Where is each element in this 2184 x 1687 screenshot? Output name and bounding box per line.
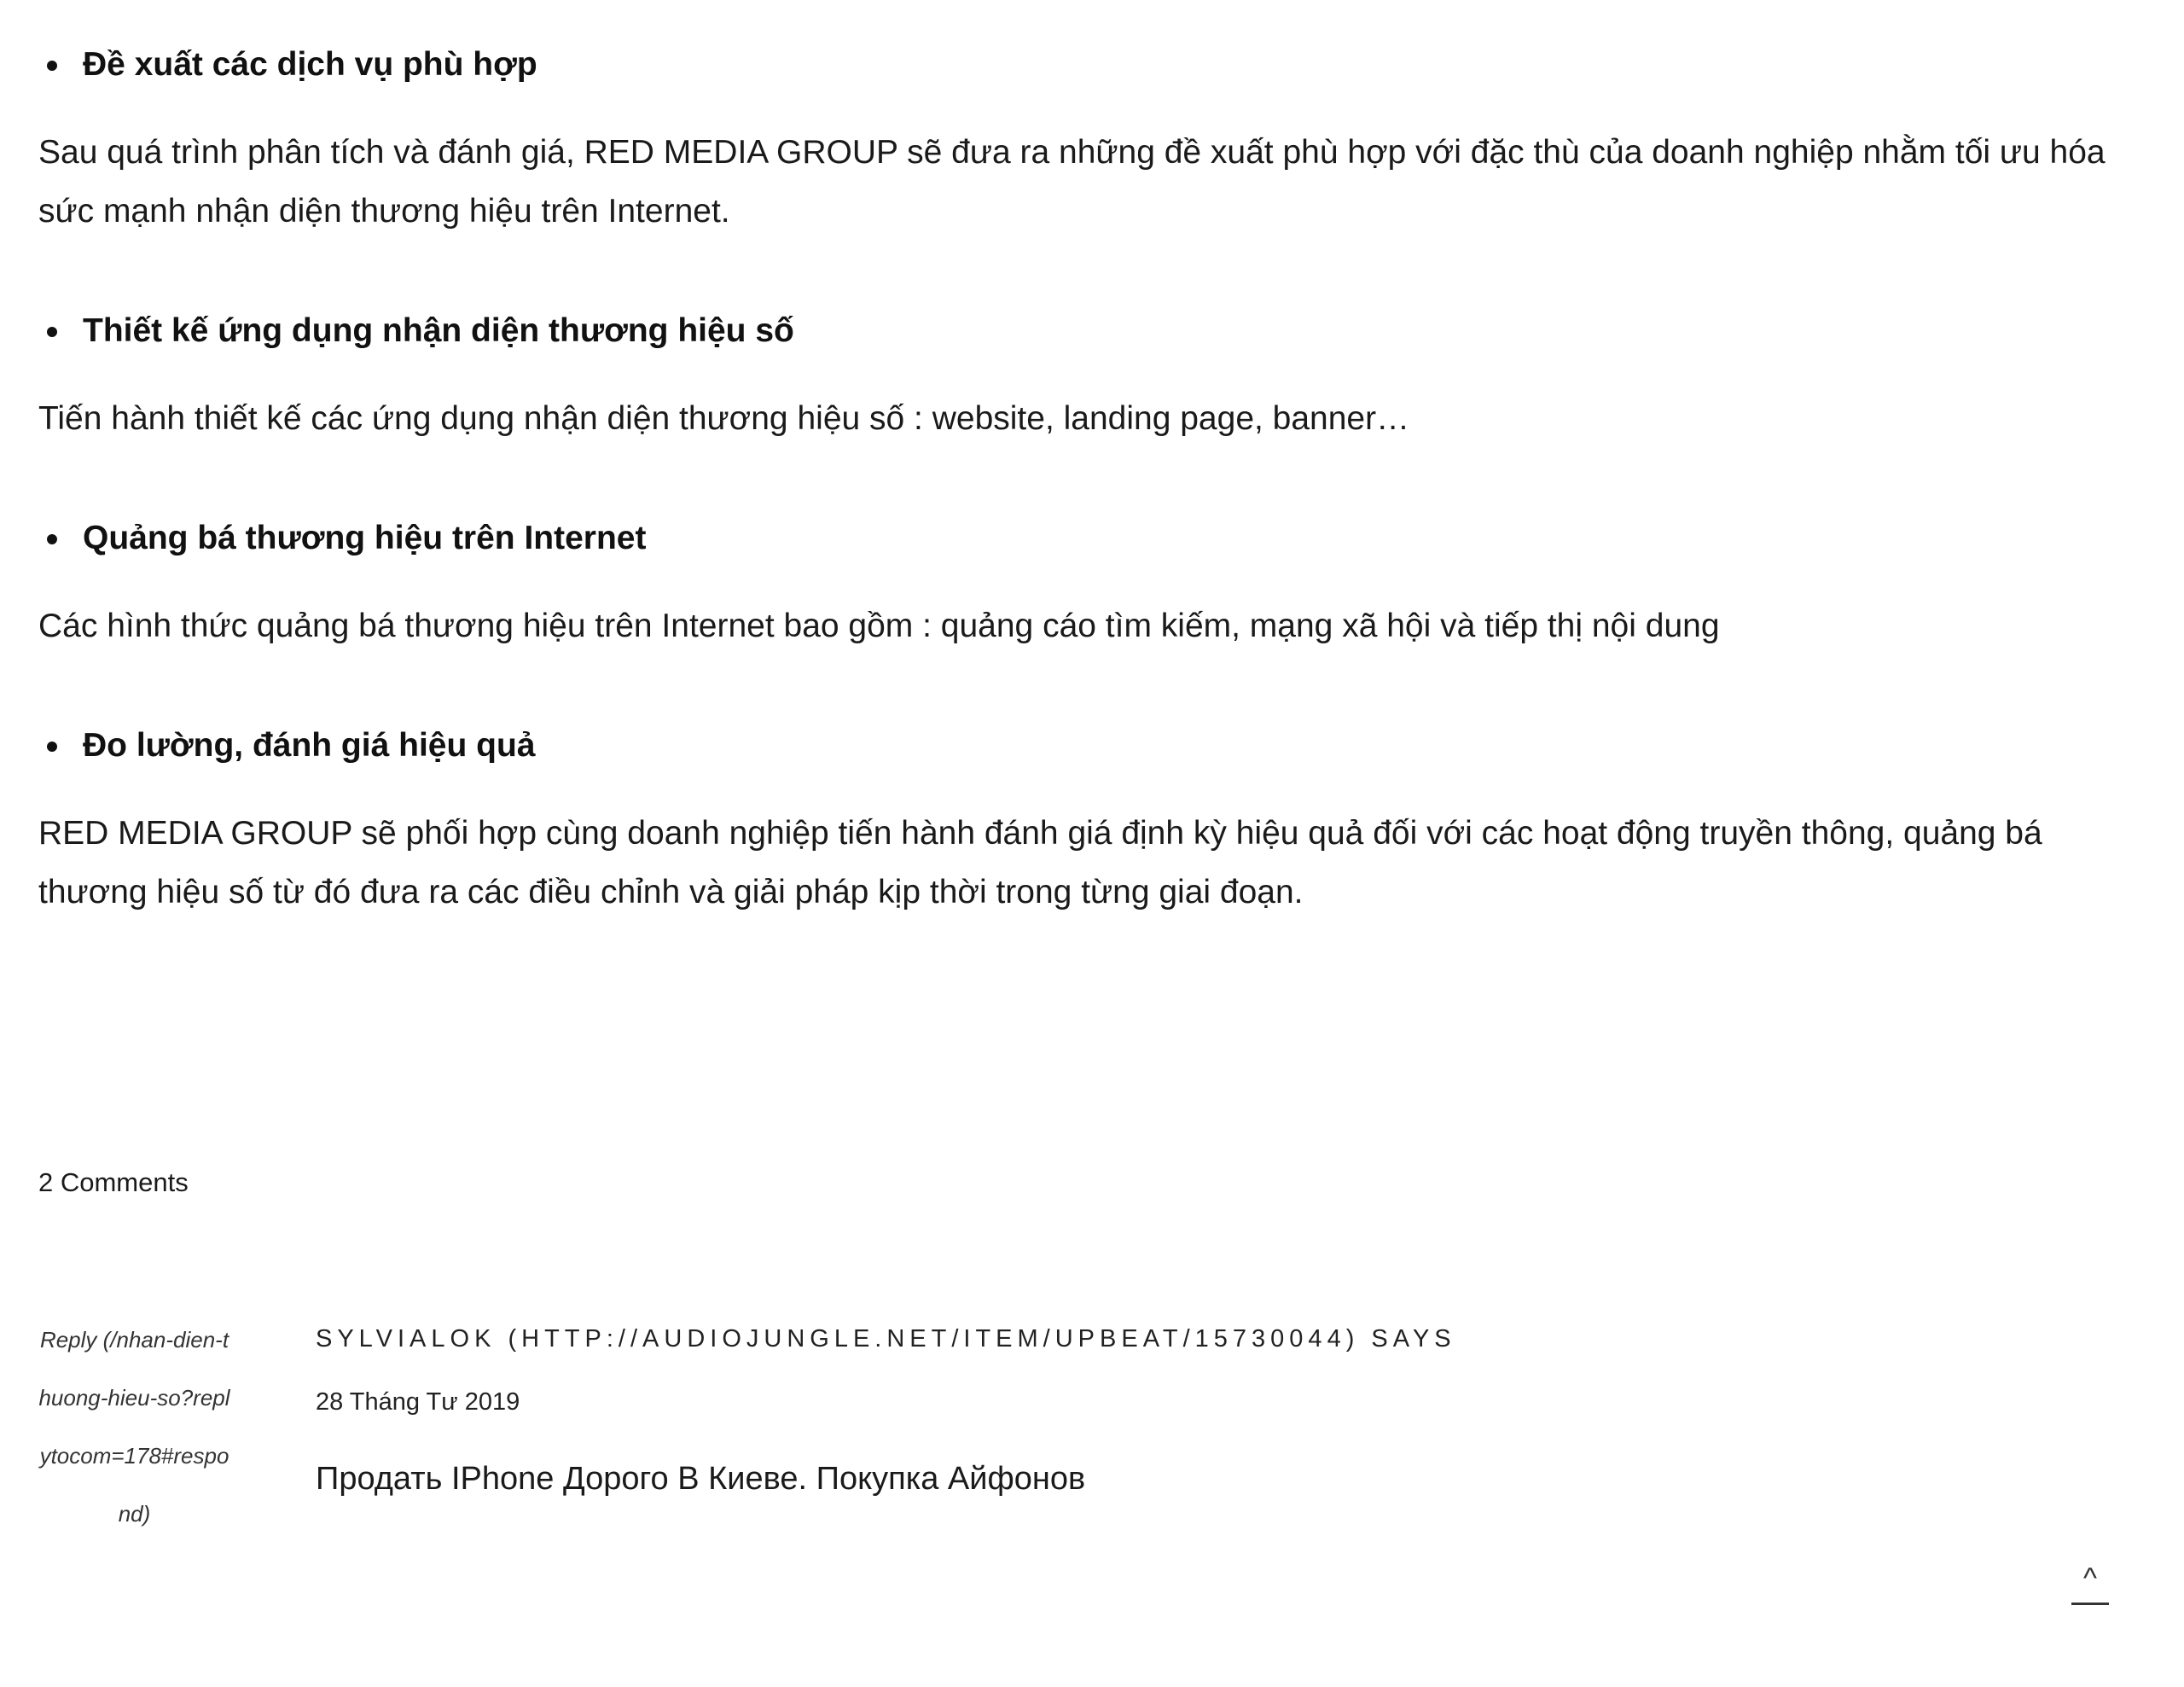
bullet-icon	[47, 61, 57, 71]
section-heading-text: Thiết kế ứng dụng nhận diện thương hiệu số	[83, 312, 794, 349]
comment-author[interactable]: SYLVIALOK (HTTP://AUDIOJUNGLE.NET/ITEM/UPBEAT/15730044) SAYS	[316, 1325, 1456, 1353]
section-heading	[38, 715, 2146, 777]
section-heading	[38, 508, 2146, 569]
section-body: Các hình thức quảng bá thương hiệu trên Internet bao gồm : quảng cáo tìm kiếm, mạng xã hội và tiếp thị nội dung	[38, 608, 1720, 644]
reply-link[interactable]: Reply (/nhan-dien-thuong-hieu-so?replytocom=178#respond)	[38, 1327, 230, 1527]
comments-count: 2 Comments	[38, 1167, 189, 1197]
comment-date: 28 Tháng Tư 2019	[316, 1388, 520, 1416]
bullet-icon	[47, 742, 57, 752]
service-section	[38, 34, 2146, 241]
chevron-up-icon: ^	[2083, 1562, 2097, 1595]
service-section	[38, 715, 2146, 922]
back-to-top-button[interactable]	[2071, 1562, 2109, 1605]
bullet-icon	[47, 534, 57, 544]
section-body: Tiến hành thiết kế các ứng dụng nhận diện thương hiệu số : website, landing page, banner…	[38, 400, 1410, 437]
comment-text: Продать IPhone Дорого В Киеве. Покупка Айфонов	[316, 1461, 1086, 1497]
article-content	[38, 34, 2146, 981]
section-heading	[38, 34, 2146, 96]
section-body: RED MEDIA GROUP sẽ phối hợp cùng doanh nghiệp tiến hành đánh giá định kỳ hiệu quả đối với các hoạt động truyền thông, quảng bá thương hiệu số từ đó đưa ra các điều chỉnh và giải pháp kịp thời trong từng giai đoạn.	[38, 815, 2042, 910]
section-heading	[38, 300, 2146, 362]
service-section	[38, 508, 2146, 655]
bullet-icon	[47, 327, 57, 337]
service-section	[38, 300, 2146, 448]
section-heading-text: Quảng bá thương hiệu trên Internet	[83, 520, 647, 556]
section-heading-text: Đo lường, đánh giá hiệu quả	[83, 727, 536, 764]
comment-item	[316, 1318, 1937, 1504]
section-heading-text: Đề xuất các dịch vụ phù hợp	[83, 46, 537, 83]
section-body: Sau quá trình phân tích và đánh giá, RED MEDIA GROUP sẽ đưa ra những đề xuất phù hợp với đặc thù của doanh nghiệp nhằm tối ưu hóa sức mạnh nhận diện thương hiệu trên Internet.	[38, 134, 2106, 230]
